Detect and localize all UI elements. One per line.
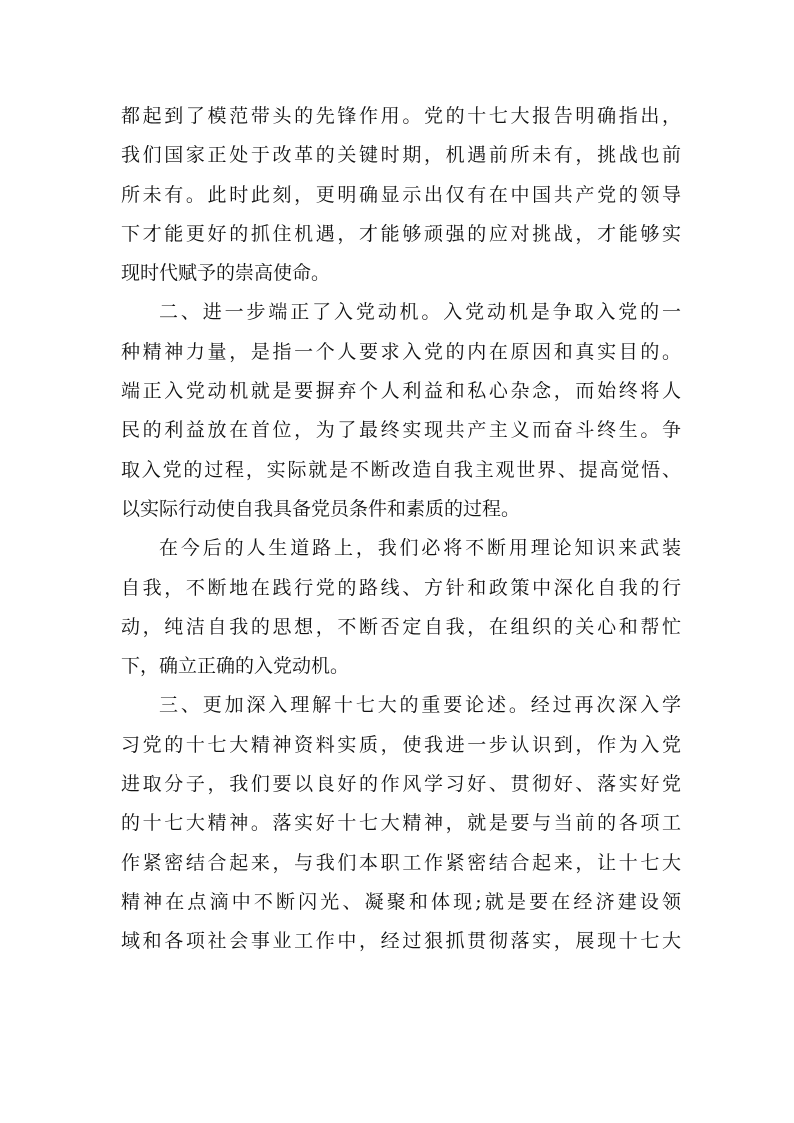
text-line: 下，确立正确的入党动机。 bbox=[121, 655, 350, 678]
text-line: 以实际行动使自我具备党员条件和素质的过程。 bbox=[121, 497, 521, 520]
text-line: 的十七大精神。落实好十七大精神，就是要与当前的各项工 bbox=[121, 812, 681, 835]
text-line: 下才能更好的抓住机遇，才能够顽强的应对挑战，才能够实 bbox=[121, 222, 681, 245]
text-line: 域和各项社会事业工作中，经过狠抓贯彻落实，展现十七大 bbox=[121, 930, 681, 953]
text-line: 所未有。此时此刻，更明确显示出仅有在中国共产党的领导 bbox=[121, 183, 681, 206]
text-line: 我们国家正处于改革的关键时期，机遇前所未有，挑战也前 bbox=[121, 144, 681, 167]
text-line: 种精神力量，是指一个人要求入党的内在原因和真实目的。 bbox=[121, 340, 681, 363]
paragraph-first-line: 三、更加深入理解十七大的重要论述。经过再次深入学 bbox=[159, 694, 681, 717]
text-line: 自我，不断地在践行党的路线、方针和政策中深化自我的行 bbox=[121, 576, 681, 599]
text-line: 都起到了模范带头的先锋作用。党的十七大报告明确指出， bbox=[121, 105, 681, 127]
paragraph-first-line: 二、进一步端正了入党动机。入党动机是争取入党的一 bbox=[159, 301, 681, 324]
text-line: 现时代赋予的崇高使命。 bbox=[121, 262, 331, 285]
text-line: 取入党的过程，实际就是不断改造自我主观世界、提高觉悟、 bbox=[121, 458, 681, 481]
body-text bbox=[121, 97, 681, 962]
text-line: 精神在点滴中不断闪光、凝聚和体现;就是要在经济建设领 bbox=[121, 890, 681, 913]
text-line: 习党的十七大精神资料实质，使我进一步认识到，作为入党 bbox=[121, 733, 681, 756]
text-line: 端正入党动机就是要摒弃个人利益和私心杂念，而始终将人 bbox=[121, 380, 681, 403]
text-line: 进取分子，我们要以良好的作风学习好、贯彻好、落实好党 bbox=[121, 773, 681, 796]
text-line: 作紧密结合起来，与我们本职工作紧密结合起来，让十七大 bbox=[121, 851, 681, 874]
text-line: 动，纯洁自我的思想，不断否定自我，在组织的关心和帮忙 bbox=[121, 615, 681, 638]
text-line: 民的利益放在首位，为了最终实现共产主义而奋斗终生。争 bbox=[121, 419, 681, 442]
paragraph-first-line: 在今后的人生道路上，我们必将不断用理论知识来武装 bbox=[159, 537, 681, 560]
